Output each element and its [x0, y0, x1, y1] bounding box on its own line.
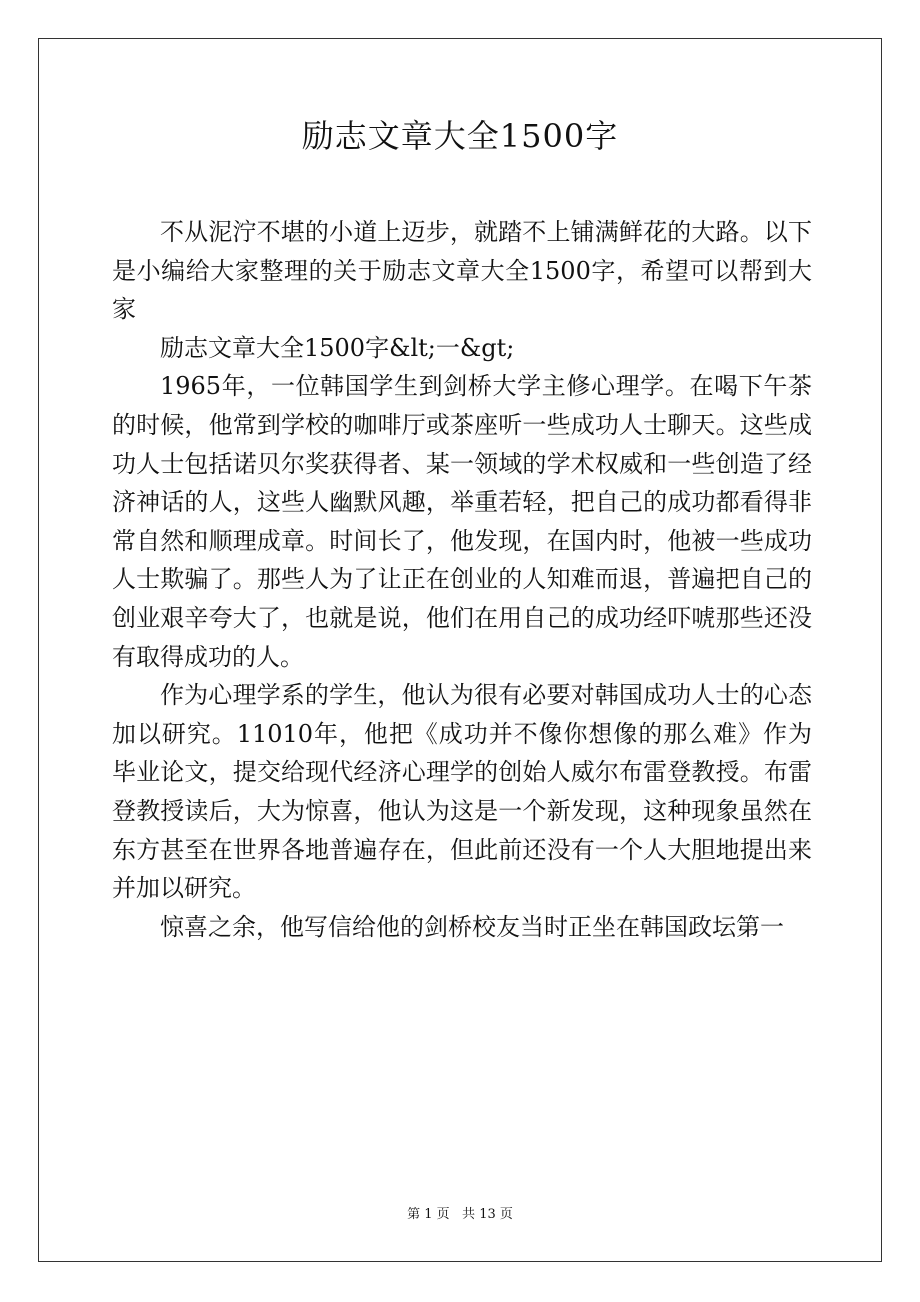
document-body: [112, 213, 812, 946]
document-title: 励志文章大全1500字: [301, 117, 619, 155]
paragraph-story-2: 作为心理学系的学生，他认为很有必要对韩国成功人士的心态加以研究。11010年，他把《成功并不像你想像的那么难》作为毕业论文，提交给现代经济心理学的创始人威尔布雷登教授。布雷登教授读后，大为惊喜，他认为这是一个新发现，这种现象虽然在东方甚至在世界各地普遍存在，但此前还没有一个人大胆地提出来并加以研究。: [112, 681, 812, 903]
paragraph-story-3: 惊喜之余，他写信给他的剑桥校友当时正坐在韩国政坛第一: [160, 912, 784, 941]
paragraph-intro: 不从泥泞不堪的小道上迈步，就踏不上铺满鲜花的大路。以下是小编给大家整理的关于励志文章大全1500字，希望可以帮到大家: [112, 218, 812, 324]
paragraph-story-1: 1965年，一位韩国学生到剑桥大学主修心理学。在喝下午茶的时候，他常到学校的咖啡厅或茶座听一些成功人士聊天。这些成功人士包括诺贝尔奖获得者、某一领域的学术权威和一些创造了经济神话的人，这些人幽默风趣，举重若轻，把自己的成功都看得非常自然和顺理成章。时间长了，他发现，在国内时，他被一些成功人士欺骗了。那些人为了让正在创业的人知难而退，普遍把自己的创业艰辛夸大了，也就是说，他们在用自己的成功经吓唬那些还没有取得成功的人。: [112, 372, 812, 671]
paragraph-section-heading: 励志文章大全1500字&lt;一&gt;: [160, 333, 515, 362]
page-footer: 第 1 页 共 13 页: [407, 1207, 513, 1222]
